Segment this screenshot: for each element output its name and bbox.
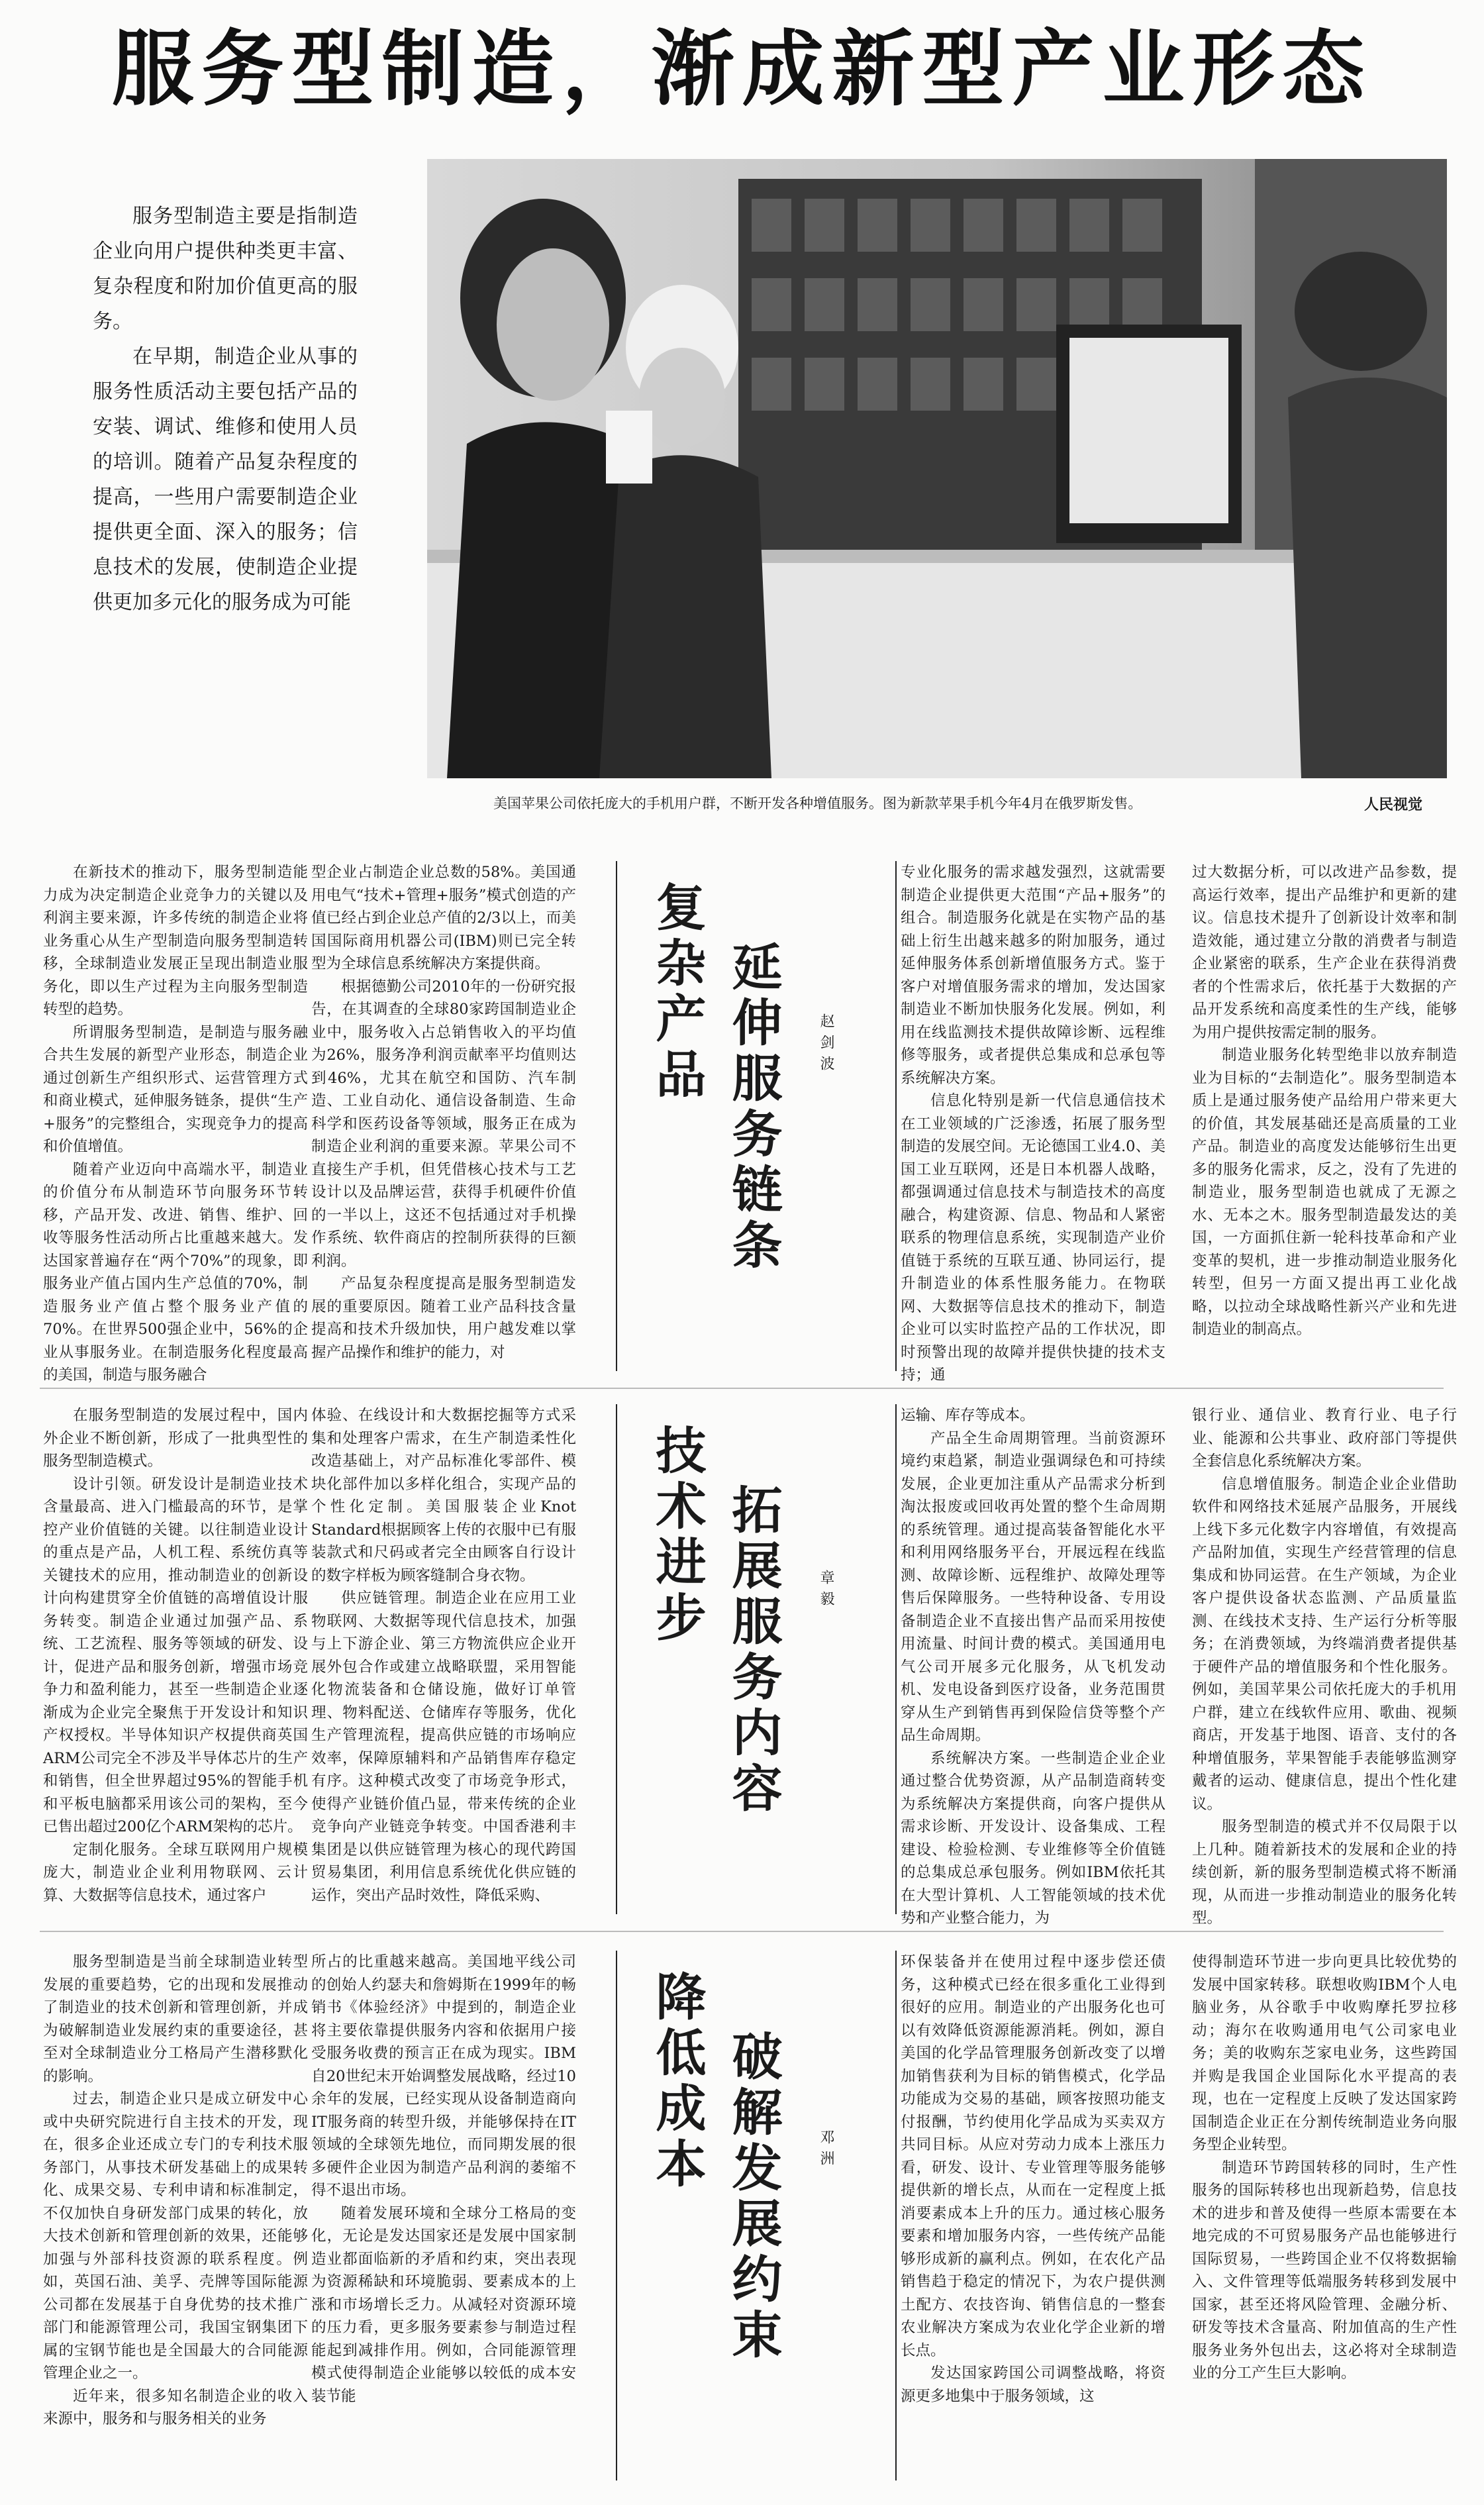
section-divider <box>40 1931 1444 1932</box>
section-title-line-1: 复杂产品 <box>648 881 707 1103</box>
paragraph: 根据德勤公司2010年的一份研究报告，在其调查的全球80家跨国制造业企业中，服务收入占总销售收入的平均值为26%，服务净利润贡献率平均值则达到46%，尤其在航空和国防、汽车制造、工业自动化、通信设备制造、生命科学和医药设备等领域，服务正在成为制造企业利润的重要来源。苹果公司不直接生产手机，但凭借核心技术与工艺设计以及品牌运营，获得手机硬件价值的一半以上，这还不包括通过对手机操作系统、软件商店的控制所获得的巨额利润。 <box>311 978 576 1270</box>
paragraph: 定制化服务。全球互联网用户规模庞大，制造业企业利用物联网、云计算、大数据等信息技术，通过客户 <box>43 1841 308 1904</box>
section-author: 邓洲 <box>818 2129 834 2172</box>
section-1-column-1 <box>43 861 308 1384</box>
paragraph: 随着发展环境和全球分工格局的变化，无论是发达国家还是发展中国家制造业都面临新的矛盾和约束，突出表现为资源稀缺和环境脆弱、要素成本的上涨和市场增长乏力。从减轻对资源环境的压力看，更多服务要素参与制造过程能起到减排作用。例如，合同能源管理模式使得制造企业能够以较低的成本安装节能 <box>311 2204 576 2405</box>
paragraph: 供应链管理。制造企业在应用工业物联网、大数据等现代信息技术，加强与上下游企业、第三方物流供应企业开展外包合作或建立战略联盟，采用智能化物流装备和仓储设施，做好订单管理、物料配送、仓储库存等服务，优化生产管理流程，提高供应链的市场响应效率，保障原辅料和产品销售库存稳定有序。这种模式改变了市场竞争形式，使得产业链价值凸显，带来传统的企业竞争向产业链竞争转变。中国香港利丰集团是以供应链管理为核心的现代跨国贸易集团，利用信息系统优化供应链的运作，突出产品时效性，降低采购、 <box>311 1590 576 1904</box>
paragraph: 运输、库存等成本。 <box>901 1407 1035 1424</box>
paragraph: 环保装备并在使用过程中逐步偿还债务，这种模式已经在很多重化工业得到很好的应用。制造业的产出服务化也可以有效降低资源能源消耗。例如，源自美国的化学品管理服务创新改变了以增加销售获利为目标的销售模式，化学品功能成为交易的基础，顾客按照功能支付报酬，节约使用化学品成为买卖双方共同目标。从应对劳动力成本上涨压力看，研发、设计、专业管理等服务能够提供新的增长点，从而在一定程度上抵消要素成本上升的压力。通过核心服务要素和增加服务内容，一些传统产品能够形成新的赢利点。例如，在农化产品销售趋于稳定的情况下，为农户提供测土配方、农技咨询、销售信息的一整套农业解决方案成为农业化学企业新的增长点。 <box>901 1953 1165 2359</box>
section-3-column-3 <box>901 1951 1165 2480</box>
paragraph: 型企业占制造企业总数的58%。美国通用电气“技术+管理+服务”模式创造的产值已经占到企业总产值的2/3以上，而美国国际商用机器公司(IBM)则已完全转型为全球信息系统解决方案提供商。 <box>311 864 576 972</box>
section-title-line-1: 降低成本 <box>648 1970 707 2193</box>
section-1-heading <box>616 861 897 1371</box>
paragraph: 设计引领。研发设计是制造业技术含量最高、进入门槛最高的环节，是掌控产业价值链的关键。以往制造业设计的重点是产品，人机工程、系统仿真等关键技术的应用，推动制造业的创新设计向构建贯穿全价值链的高增值设计服务转变。制造企业通过加强产品、系统、工艺流程、服务等领域的研发、设计，促进产品和服务创新，增强市场竞争力和盈利能力，甚至一些制造企业逐渐成为企业完全聚焦于开发设计和知识产权授权。半导体知识产权提供商英国ARM公司完全不涉及半导体芯片的生产和销售，但全世界超过95%的智能手机和平板电脑都采用该公司的架构，至今已售出超过200亿个ARM架构的芯片。 <box>43 1475 308 1835</box>
paragraph: 制造业服务化转型绝非以放弃制造业为目标的“去制造化”。服务型制造本质上是通过服务使产品给用户带来更大的价值，其发展基础还是高质量的工业产品。制造业的高度发达能够衍生出更多的服务化需求，反之，没有了先进的制造业，服务型制造也就成了无源之水、无本之木。服务型制造最发达的美国，一方面抓住新一轮科技革命和产业变革的契机，进一步推动制造业服务化转型，但另一方面又提出再工业化战略，以拉动全球战略性新兴产业和先进制造业的制高点。 <box>1192 1047 1457 1338</box>
paragraph: 专业化服务的需求越发强烈，这就需要制造企业提供更大范围“产品+服务”的组合。制造服务化就是在实物产品的基础上衍生出越来越多的附加服务，通过延伸服务体系创新增值服务方式。鉴于客户对增值服务需求的增加，发达国家制造业不断加快服务化发展。例如，利用在线监测技术提供故障诊断、远程维修等服务，或者提供总集成和总承包等系统解决方案。 <box>901 864 1165 1087</box>
paragraph: 信息增值服务。制造企业企业借助软件和网络技术延展产品服务，开展线上线下多元化数字内容增值，有效提高产品附加值，实现生产经营管理的信息集成和协同运营。在生产领域，为企业客户提供设备状态监测、产品质量监测、在线技术支持、生产运行分析等服务；在消费领域，为终端消费者提供基于硬件产品的增值服务和个性化服务。例如，美国苹果公司依托庞大的手机用户群，建立在线软件应用、歌曲、视频商店，开发基于地图、语音、支付的各种增值服务，苹果智能手表能够监测穿戴者的运动、健康信息，提出个性化建议。 <box>1192 1475 1457 1813</box>
paragraph: 银行业、通信业、教育行业、电子行业、能源和公共事业、政府部门等提供全套信息化系统解决方案。 <box>1192 1407 1457 1470</box>
paragraph: 服务型制造是当前全球制造业转型发展的重要趋势，它的出现和发展推动了制造业的技术创新和管理创新，并成为破解制造业发展约束的重要途径，甚至对全球制造业分工格局产生潜移默化的影响。 <box>43 1953 308 2085</box>
photo-credit: 人民视觉 <box>1364 797 1423 813</box>
section-3-column-4 <box>1192 1951 1457 2480</box>
section-title-line-2: 延伸服务链条 <box>724 941 783 1274</box>
paragraph: 在服务型制造的发展过程中，国内外企业不断创新，形成了一批典型性的服务型制造模式。 <box>43 1407 308 1470</box>
section-author: 赵剑波 <box>818 1013 834 1077</box>
page-headline: 服务型制造，渐成新型产业形态 <box>111 22 1373 117</box>
paragraph: 在新技术的推动下，服务型制造能力成为决定制造企业竞争力的关键以及利润主要来源，许多传统的制造企业将业务重心从生产型制造向服务型制造转移，全球制造业发展正呈现出制造业服务化，即以生产过程为主向服务型制造转型的趋势。 <box>43 864 308 1018</box>
paragraph: 产品复杂程度提高是服务型制造发展的重要原因。随着工业产品科技含量提高和技术升级加快，用户越发难以掌握产品操作和维护的能力，对 <box>311 1275 576 1361</box>
paragraph: 信息化特别是新一代信息通信技术在工业领域的广泛渗透，拓展了服务型制造的发展空间。无论德国工业4.0、美国工业互联网，还是日本机器人战略，都强调通过信息技术与制造技术的高度融合，构建资源、信息、物品和人紧密联系的物理信息系统，实现制造产业价值链于系统的互联互通、协同运行，提升制造业的体系性服务能力。在物联网、大数据等信息技术的推动下，制造企业可以实时监控产品的工作状况，即时预警出现的故障并提供快捷的技术支持；通 <box>901 1092 1165 1384</box>
intro-text <box>93 199 358 620</box>
paragraph: 过大数据分析，可以改进产品参数，提高运行效率，提出产品维护和更新的建议。信息技术提升了创新设计效率和制造效能，通过建立分散的消费者与制造企业紧密的联系，生产企业在获得消费者的个性需求后，依托基于大数据的产品开发系统和高度柔性的生产线，能够为用户提供按需定制的服务。 <box>1192 864 1457 1041</box>
section-1-column-4 <box>1192 861 1457 1371</box>
paragraph: 所谓服务型制造，是制造与服务融合共生发展的新型产业形态，制造企业通过创新生产组织形式、运营管理方式和商业模式，延伸服务链条，提供“生产+服务”的完整组合，实现竞争力的提高和价值增值。 <box>43 1023 308 1155</box>
paragraph: 所占的比重越来越高。美国地平线公司的创始人约瑟夫和詹姆斯在1999年的畅销书《体验经济》中提到的，制造企业将主要依靠提供服务内容和依据用户接受服务收费的预言正在成为现实。IBM自20世纪末开始调整发展战略，经过10余年的发展，已经实现从设备制造商向IT服务商的转型升级，并能够保持在IT领域的全球领先地位，而同期发展的很多硬件企业因为制造产品利润的萎缩不得不退出市场。 <box>311 1953 576 2199</box>
paragraph: 过去，制造企业只是成立研发中心或中央研究院进行自主技术的开发，现在，很多企业还成立专门的专利技术服务部门，从事技术研发基础上的成果转化、成果交易、专利申请和标准制定，不仅加快自身研发部门成果的转化，放大技术创新和管理创新的效果，还能够加强与外部科技资源的联系程度。例如，英国石油、美孚、壳牌等国际能源公司都在发展基于自身优势的技术推广部门和能源管理公司，我国宝钢集团下属的宝钢节能也是全国最大的合同能源管理企业之一。 <box>43 2090 308 2382</box>
section-2-column-2 <box>311 1404 576 1914</box>
section-2-column-4 <box>1192 1404 1457 1927</box>
paragraph: 随着产业迈向中高端水平，制造业的价值分布从制造环节向服务环节转移，产品开发、改进、销售、维护、回收等服务性活动所占比重越来越大。发达国家普遍存在“两个70%”的现象，即服务业产值占国内生产总值的70%，制造服务业产值占整个服务业产值的70%。在世界500强企业中，56%的企业从事服务业。在制造服务化程度最高的美国，制造与服务融合 <box>43 1160 308 1384</box>
section-3-column-1 <box>43 1951 308 2480</box>
paragraph: 服务型制造的模式并不仅局限于以上几种。随着新技术的发展和企业的持续创新，新的服务型制造模式将不断涌现，从而进一步推动制造业的服务化转型。 <box>1192 1818 1457 1927</box>
photo-caption: 美国苹果公司依托庞大的手机用户群，不断开发各种增值服务。图为新款苹果手机今年4月在俄罗斯发售。 <box>493 795 1142 811</box>
paragraph: 制造环节跨国转移的同时，生产性服务的国际转移也出现新趋势，信息技术的进步和普及使得一些原本需要在本地完成的不可贸易服务产品也能够进行国际贸易，一些跨国企业不仅将数据输入、文件管理等低端服务转移到发展中国家，甚至还将风险管理、金融分析、研发等技术含量高、附加值高的生产性服务业务外包出去，这必将对全球制造业的分工产生巨大影响。 <box>1192 2159 1457 2382</box>
paragraph: 系统解决方案。一些制造企业企业通过整合优势资源，从产品制造商转变为系统解决方案提供商，向客户提供从需求诊断、开发设计、设备集成、工程建设、检验检测、专业维修等全价值链的总集成总承包服务。例如IBM依托其在大型计算机、人工智能领域的技术优势和产业整合能力，为 <box>901 1749 1165 1927</box>
section-2-heading <box>616 1404 897 1914</box>
intro-paragraph: 在早期，制造企业从事的服务性质活动主要包括产品的安装、调试、维修和使用人员的培训。随着产品复杂程度的提高，一些用户需要制造企业提供更全面、深入的服务；信息技术的发展，使制造企业提供更加多元化的服务成为可能 <box>93 345 358 614</box>
paragraph: 产品全生命周期管理。当前资源环境约束趋紧，制造业强调绿色和可持续发展，企业更加注重从产品需求分析到淘汰报废或回收再处置的整个生命周期的系统管理。通过提高装备智能化水平和利用网络服务平台，开展远程在线监测、故障诊断、远程维护、故障处理等售后保障服务。一些特种设备、专用设备制造企业不直接出售产品而采用按使用流量、时间计费的模式。美国通用电气公司开展多元化服务，从飞机发动机、发电设备到医疗设备，业务范围贯穿从生产到销售再到保险信贷等整个产品生命周期。 <box>901 1429 1165 1744</box>
section-title-line-2: 拓展服务内容 <box>724 1484 783 1817</box>
paragraph: 使得制造环节进一步向更具比较优势的发展中国家转移。联想收购IBM个人电脑业务，从谷歌手中收购摩托罗拉移动；海尔在收购通用电气公司家电业务；美的收购东芝家电业务，这些跨国并购是我国企业国际化水平提高的表现，也在一定程度上反映了发达国家跨国制造企业正在分割传统制造业务向服务型企业转型。 <box>1192 1953 1457 2153</box>
section-3-heading <box>616 1951 897 2480</box>
news-photo <box>427 159 1447 778</box>
paragraph: 发达国家跨国公司调整战略，将资源更多地集中于服务领域，这 <box>901 2365 1165 2405</box>
section-2-column-3 <box>901 1404 1165 1927</box>
section-1-column-3 <box>901 861 1165 1384</box>
intro-paragraph: 服务型制造主要是指制造企业向用户提供种类更丰富、复杂程度和附加价值更高的服务。 <box>93 205 358 333</box>
section-2-column-1 <box>43 1404 308 1914</box>
paragraph: 近年来，很多知名制造企业的收入来源中，服务和与服务相关的业务 <box>43 2387 308 2428</box>
section-title-line-2: 破解发展约束 <box>724 2030 783 2364</box>
section-divider <box>40 1388 1444 1389</box>
section-author: 章毅 <box>818 1570 834 1612</box>
paragraph: 体验、在线设计和大数据挖掘等方式采集和处理客户需求，在生产制造柔性化改造基础上，对产品标准化零部件、模块化部件加以多样化组合，实现产品的个性化定制。美国服装企业Knot Standard根据顾客上传的衣服中已有服装款式和尺码或者完全由顾客自行设计的数字样板为顾客缝制合身衣物。 <box>311 1407 576 1584</box>
section-title-line-1: 技术进步 <box>648 1424 707 1647</box>
section-3-column-2 <box>311 1951 576 2480</box>
section-1-column-2 <box>311 861 576 1371</box>
